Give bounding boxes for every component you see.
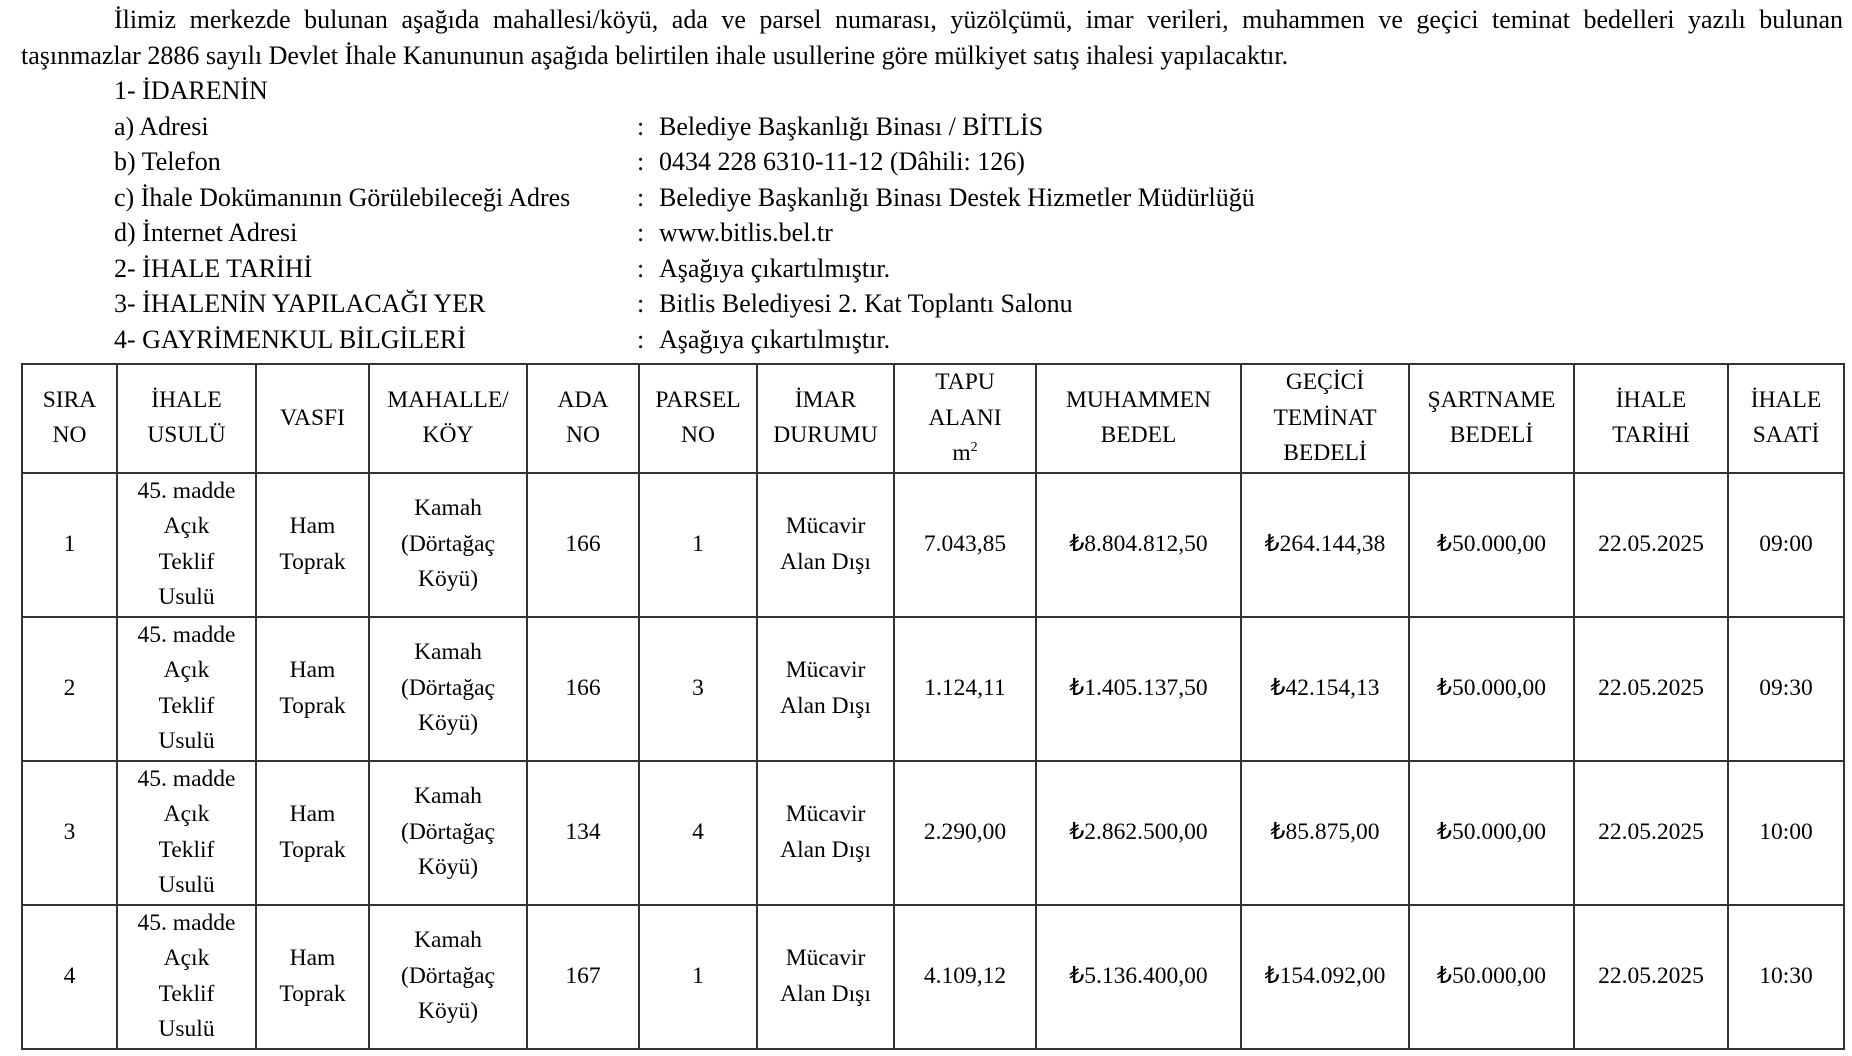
cell-sartname-bedeli: ₺50.000,00 — [1409, 617, 1574, 761]
info-colon: : — [637, 253, 645, 283]
header-tapu-alani: TAPU ALANI $m^2$ — [894, 364, 1036, 473]
cell-ihale-saati: 10:30 — [1728, 905, 1844, 1049]
info-value: Belediye Başkanlığı Binası Destek Hizmetler Müdürlüğü — [659, 182, 1255, 212]
cell-ada-no: 134 — [527, 761, 639, 905]
info-colon: : — [637, 218, 645, 247]
cell-ada-no: 167 — [527, 905, 639, 1049]
header-parsel-no: PARSEL NO — [639, 364, 757, 473]
cell-muhammen-bedel: ₺8.804.812,50 — [1036, 473, 1241, 617]
header-sartname-bedeli: ŞARTNAME BEDELİ — [1409, 364, 1574, 473]
cell-gecici-teminat: ₺85.875,00 — [1241, 761, 1409, 905]
info-colon: : — [637, 111, 645, 141]
cell-parsel-no: 3 — [639, 617, 757, 761]
header-ada-no: ADA NO — [527, 364, 639, 473]
table-row — [22, 905, 1844, 1049]
header-vasfi: VASFI — [256, 364, 369, 473]
info-colon: : — [637, 324, 645, 354]
info-label: c) İhale Dokümanının Görülebileceği Adres — [114, 182, 571, 212]
cell-imar-durumu: Mücavir Alan Dışı — [757, 473, 894, 617]
cell-vasfi: Ham Toprak — [256, 617, 369, 761]
cell-tapu-alani: 1.124,11 — [894, 617, 1036, 761]
cell-ada-no: 166 — [527, 617, 639, 761]
info-value: 0434 228 6310-11-12 (Dâhili: 126) — [659, 147, 1025, 176]
cell-imar-durumu: Mücavir Alan Dışı — [757, 761, 894, 905]
header-muhammen-bedel: MUHAMMEN BEDEL — [1036, 364, 1241, 473]
info-value: Aşağıya çıkartılmıştır. — [659, 253, 891, 283]
info-colon: : — [637, 182, 645, 212]
info-value-website: www.bitlis.bel.tr — [659, 218, 833, 247]
cell-ihale-tarihi: 22.05.2025 — [1574, 905, 1728, 1049]
intro-text: İlimiz merkezde bulunan aşağıda mahallesi/köyü, ada ve parsel numarası, yüzölçümü, imar verileri, muhammen ve geçici teminat bedelleri yazılı bulunan taşınmazlar 2886 sayılı Devlet İhale Kanununun aşağıda belirtilen ihale usullerine göre mülkiyet satış ihalesi yapılacaktır. — [21, 5, 1843, 70]
info-label: d) İnternet Adresi — [114, 218, 298, 247]
cell-vasfi: Ham Toprak — [256, 473, 369, 617]
cell-imar-durumu: Mücavir Alan Dışı — [757, 905, 894, 1049]
cell-muhammen-bedel: ₺1.405.137,50 — [1036, 617, 1241, 761]
info-label: 4- GAYRİMENKUL BİLGİLERİ — [114, 324, 466, 354]
cell-parsel-no: 4 — [639, 761, 757, 905]
header-mahalle-koy: MAHALLE/ KÖY — [369, 364, 527, 473]
info-value: Aşağıya çıkartılmıştır. — [659, 324, 891, 354]
cell-parsel-no: 1 — [639, 905, 757, 1049]
cell-ada-no: 166 — [527, 473, 639, 617]
table-row — [22, 617, 1844, 761]
cell-ihale-saati: 10:00 — [1728, 761, 1844, 905]
header-gecici-teminat: GEÇİCİ TEMİNAT BEDELİ — [1241, 364, 1409, 473]
cell-tapu-alani: 4.109,12 — [894, 905, 1036, 1049]
cell-muhammen-bedel: ₺5.136.400,00 — [1036, 905, 1241, 1049]
header-imar-durumu: İMAR DURUMU — [757, 364, 894, 473]
info-label: a) Adresi — [114, 111, 209, 141]
cell-sartname-bedeli: ₺50.000,00 — [1409, 473, 1574, 617]
info-label: 3- İHALENİN YAPILACAĞI YER — [114, 289, 486, 318]
property-table — [21, 363, 1845, 1050]
unit-m2: $m^2$ — [952, 440, 978, 466]
cell-vasfi: Ham Toprak — [256, 905, 369, 1049]
table-row — [22, 761, 1844, 905]
info-label: 2- İHALE TARİHİ — [114, 253, 313, 283]
cell-ihale-saati: 09:00 — [1728, 473, 1844, 617]
cell-mahalle-koy: Kamah (Dörtağaç Köyü) — [369, 473, 527, 617]
cell-mahalle-koy: Kamah (Dörtağaç Köyü) — [369, 617, 527, 761]
info-label: b) Telefon — [114, 147, 221, 176]
header-ihale-usulu: İHALE USULÜ — [117, 364, 256, 473]
table-header-row — [22, 364, 1844, 473]
cell-mahalle-koy: Kamah (Dörtağaç Köyü) — [369, 761, 527, 905]
cell-gecici-teminat: ₺154.092,00 — [1241, 905, 1409, 1049]
cell-imar-durumu: Mücavir Alan Dışı — [757, 617, 894, 761]
cell-tapu-alani: 2.290,00 — [894, 761, 1036, 905]
cell-tapu-alani: 7.043,85 — [894, 473, 1036, 617]
info-value: Belediye Başkanlığı Binası / BİTLİS — [659, 111, 1044, 141]
cell-ihale-usulu: 45. madde Açık Teklif Usulü — [117, 761, 256, 905]
cell-ihale-usulu: 45. madde Açık Teklif Usulü — [117, 617, 256, 761]
table-row — [22, 473, 1844, 617]
cell-sira-no: 3 — [22, 761, 117, 905]
info-colon: : — [637, 289, 645, 318]
cell-sira-no: 2 — [22, 617, 117, 761]
cell-ihale-usulu: 45. madde Açık Teklif Usulü — [117, 905, 256, 1049]
cell-gecici-teminat: ₺42.154,13 — [1241, 617, 1409, 761]
cell-sartname-bedeli: ₺50.000,00 — [1409, 761, 1574, 905]
cell-vasfi: Ham Toprak — [256, 761, 369, 905]
cell-ihale-tarihi: 22.05.2025 — [1574, 473, 1728, 617]
info-colon: : — [637, 147, 645, 176]
table-body — [22, 473, 1844, 1049]
cell-ihale-saati: 09:30 — [1728, 617, 1844, 761]
cell-sartname-bedeli: ₺50.000,00 — [1409, 905, 1574, 1049]
header-ihale-saati: İHALE SAATİ — [1728, 364, 1844, 473]
info-value: Bitlis Belediyesi 2. Kat Toplantı Salonu — [659, 289, 1073, 318]
intro-paragraph — [21, 2, 1843, 73]
cell-ihale-tarihi: 22.05.2025 — [1574, 761, 1728, 905]
cell-sira-no: 4 — [22, 905, 117, 1049]
header-ihale-tarihi: İHALE TARİHİ — [1574, 364, 1728, 473]
cell-gecici-teminat: ₺264.144,38 — [1241, 473, 1409, 617]
cell-parsel-no: 1 — [639, 473, 757, 617]
cell-ihale-usulu: 45. madde Açık Teklif Usulü — [117, 473, 256, 617]
cell-sira-no: 1 — [22, 473, 117, 617]
cell-ihale-tarihi: 22.05.2025 — [1574, 617, 1728, 761]
cell-muhammen-bedel: ₺2.862.500,00 — [1036, 761, 1241, 905]
section-title: 1- İDARENİN — [114, 76, 268, 105]
header-sira-no: SIRA NO — [22, 364, 117, 473]
cell-mahalle-koy: Kamah (Dörtağaç Köyü) — [369, 905, 527, 1049]
